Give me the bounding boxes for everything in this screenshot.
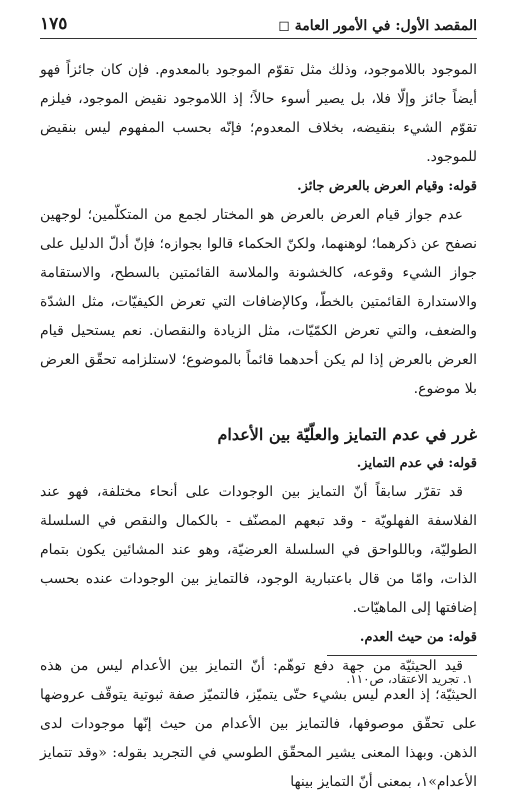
paragraph: عدم جواز قيام العرض بالعرض هو المختار لجمع من المتكلّمين؛ لوجهين نصفح عن ذكرهما؛ لوهنهما، ولكنّ الحكماء قالوا بجوازه؛ فإنّ أدلّ الدليل على جواز الشيء وقوعه، كالخشونة والملاسة القائمتين بالسطح، والاستقامة والاستدارة القائمتين بالخطّ، وكالإضافات التي تعرض الكيفيّات، مثل الشدّة والضعف، والتي تعرض الكمّيّات، مثل الزيادة والنقصان. نعم يستحيل قيام العرض بالعرض إذا لم يكن أحدهما قائماً بالموضوع؛ لاستلزامه تحقّق العرض بلا موضوع. [40,207,477,397]
footnote-divider [327,655,477,656]
section-heading: غرر في عدم التمايز والعلّيّة بين الأعدام [217,425,477,444]
qawluhu-heading: قوله: في عدم التمايز. [356,456,477,471]
paragraph: قيد الحيثيّة من جهة دفع توهّم: أنّ التمايز بين الأعدام ليس من هذه الحيثيّة؛ إذ العدم ليس بشيء حتّى يتميّز، فالتميّز صفة ثبوتية يتوقّف عروضها على تحقّق موصوفها، فالتمايز بين الأعدام من حيث إنّها موجودات لدى الذهن. وبهذا المعنى يشير المحقّق الطوسي في التجريد بقوله: «وقد تتمايز الأعدام»١، بمعنى أنّ التمايز بينها [40,658,477,790]
footnote: ١. تجريد الاعتقاد، ص١١٠. [346,672,473,686]
qawluhu-heading: قوله: من حيث العدم. [359,630,477,645]
page-number: ١٧٥ [40,14,68,34]
qawluhu-heading: قوله: وقيام العرض بالعرض جائز. [297,179,477,194]
paragraph-continuation: الموجود باللاموجود، وذلك مثل تقوّم الموجود بالمعدوم. فإن كان جائزاً فهو أيضاً جائز وإلّا فلا، بل يصير أسوء حالاً؛ إذ اللاموجود نقيض الموجود، فيلزم تقوّم الشيء بنقيضه، بخلاف المعدوم؛ فإنّه بحسب المفهوم ليس بنقيض للموجود. [40,62,477,165]
running-header [40,14,477,39]
chapter-title: المقصد الأول: في الأمور العامة ◻ [278,18,477,34]
paragraph: قد تقرّر سابقاً أنّ التمايز بين الوجودات على أنحاء مختلفة، فهو عند الفلاسفة الفهلويّة - وقد تبعهم المصنّف - بالكمال والنقص في السلسلة الطوليّة، وباللواحق في السلسلة العرضيّة، وهو عند المشائين يكون بتمام الذات، وامّا من قال باعتبارية الوجود، فالتمايز بين الوجودات عنده بحسب إضافتها إلى الماهيّات. [40,484,477,616]
